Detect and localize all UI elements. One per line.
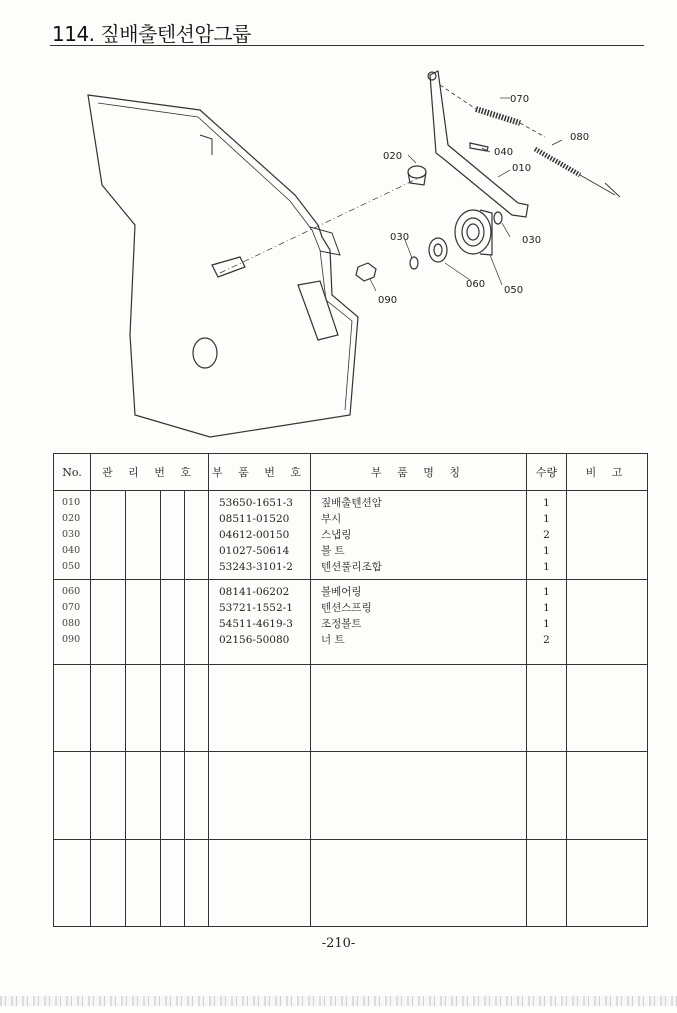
part-quantity: 1 [543,586,550,599]
header-part-no: 부 품 번 호 [209,454,311,491]
header-management-no: 관 리 번 호 [91,454,209,491]
callout-080: 080 [570,132,590,143]
table-row-group [54,491,648,580]
part-quantity: 1 [543,561,550,573]
tension-arm [430,71,528,217]
callout-050: 050 [504,285,524,296]
part-name: 스냅링 [321,529,352,541]
callout-090: 090 [378,295,398,306]
table-row-empty [54,664,648,751]
part-number: 53243-3101-2 [219,561,293,573]
part-quantity: 2 [543,529,550,541]
scan-edge-artifact [0,996,677,1006]
callout-060: 060 [466,279,486,290]
part-number: 01027-50614 [219,545,290,557]
part-quantity: 1 [543,545,550,557]
table-row-group [54,580,648,664]
item-no: 060 [62,586,81,598]
bushing [408,166,426,178]
callout-030-right: 030 [522,235,542,246]
snap-ring-right [494,212,502,224]
title-divider [50,45,644,46]
header-quantity: 수량 [527,454,567,491]
frame-panel-inner-edge [98,103,352,410]
part-number: 02156-50080 [219,634,290,647]
part-name: 텐션스프링 [321,602,372,615]
callout-040: 040 [494,147,514,158]
part-name: 텐션풀리조합 [321,561,382,573]
center-line [220,175,425,273]
item-no: 020 [62,513,81,524]
part-quantity: 1 [543,618,550,631]
page-number: -210- [321,936,356,951]
diagram-svg [40,55,640,445]
callout-070: 070 [510,94,530,105]
pivot-stub [212,257,245,277]
item-no: 090 [62,634,81,646]
tension-spring [476,109,520,123]
part-number: 54511-4619-3 [219,618,293,631]
tension-pulley [455,210,491,254]
frame-tab [200,135,212,155]
part-name: 너 트 [321,634,345,647]
part-name: 부시 [321,513,342,525]
part-name: 볼 트 [321,545,345,557]
parts-table [53,453,648,927]
frame-panel-outline [88,95,358,437]
part-number: 04612-00150 [219,529,290,541]
callout-010: 010 [512,163,532,174]
part-number: 08141-06202 [219,586,290,599]
part-quantity: 1 [543,513,550,525]
item-no: 070 [62,602,81,614]
table-row-empty [54,839,648,926]
part-number: 53650-1651-3 [219,497,293,509]
frame-hole [193,338,217,368]
item-no: 080 [62,618,81,630]
table-row-empty [54,752,648,839]
item-no: 050 [62,561,81,572]
part-name: 조정볼트 [321,618,362,631]
callout-020: 020 [383,151,403,162]
item-no: 030 [62,529,81,540]
item-no: 040 [62,545,81,556]
callout-labels [378,94,589,306]
part-quantity: 1 [543,602,550,615]
header-remarks: 비 고 [567,454,648,491]
adjust-bolt [535,149,580,175]
table-header-row [54,454,648,491]
exploded-parts-diagram [40,55,640,445]
callout-030-left: 030 [390,232,410,243]
header-no: No. [54,454,91,491]
part-name: 짚배출텐션암 [321,497,382,509]
nut [356,263,376,281]
snap-ring-left [410,257,418,269]
part-name: 볼베어링 [321,586,362,599]
part-number: 53721-1552-1 [219,602,293,615]
part-number: 08511-01520 [219,513,290,525]
page-title: 114. 짚배출텐션암그룹 [52,22,251,46]
header-part-name: 부 품 명 칭 [311,454,527,491]
item-no: 010 [62,497,81,508]
part-quantity: 1 [543,497,550,509]
ball-bearing [429,238,447,262]
part-quantity: 2 [543,634,550,647]
